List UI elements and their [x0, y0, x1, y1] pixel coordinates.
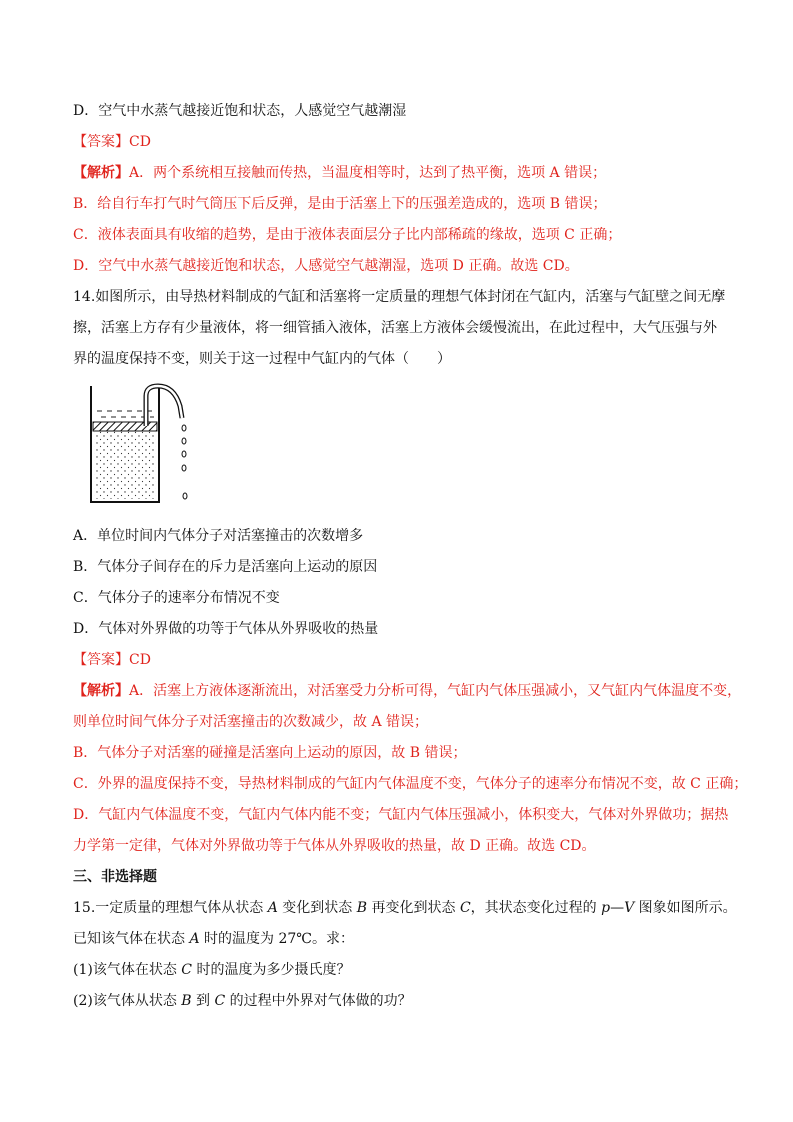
q15-stem-1c: 再变化到状态 — [367, 900, 460, 916]
q14-explain-d-line-1: D．气缸内气体温度不变，气缸内气体内能不变；气缸内气体压强减小，体积变大，气体对外界做功；据热 — [73, 807, 729, 823]
q15-stem-2b: 时的温度为 27℃。求： — [199, 931, 354, 947]
q14-explain-b: B．气体分子对活塞的碰撞是活塞向上运动的原因，故 B 错误； — [73, 745, 467, 761]
sub2-text-b: 到 — [191, 993, 215, 1009]
q13-explain-b: B．给自行车打气时气筒压下后反弹，是由于活塞上下的压强差造成的，选项 B 错误； — [73, 196, 607, 212]
q13-explain-a — [73, 163, 733, 183]
var-p: p — [601, 900, 611, 916]
cylinder-piston-figure — [88, 378, 208, 508]
dash: — — [610, 900, 625, 916]
var-b: B — [181, 993, 192, 1009]
explain-a1-text: A．活塞上方液体逐渐流出，对活塞受力分析可得，气缸内气体压强减小，又气缸内气体温度不变， — [129, 683, 742, 699]
explain-label: 【解析】 — [73, 683, 129, 699]
liquid-drops — [182, 425, 187, 499]
var-a: A — [267, 900, 278, 916]
q13-explain-c: C．液体表面具有收缩的趋势，是由于液体表面层分子比内部稀疏的缘故，选项 C 正确； — [73, 227, 622, 243]
q15-stem-2a: 已知该气体在状态 — [73, 931, 190, 947]
q13-explain-d: D．空气中水蒸气越接近饱和状态，人感觉空气越潮湿，选项 D 正确。故选 CD。 — [73, 258, 579, 274]
explain-a-text: A．两个系统相互接触而传热，当温度相等时，达到了热平衡，选项 A 错误； — [129, 165, 607, 181]
q15-stem-1a: 15.一定质量的理想气体从状态 — [73, 900, 268, 916]
sub2-text-c: 的过程中外界对气体做的功？ — [225, 993, 412, 1009]
q14-explain-a-line-2: 则单位时间气体分子对活塞撞击的次数减少，故 A 错误； — [73, 714, 429, 730]
siphon-tube — [146, 386, 182, 426]
sub1-text-b: 时的温度为多少摄氏度？ — [192, 962, 351, 978]
sub2-text-a: (2)该气体从状态 — [73, 993, 182, 1009]
section-title: 三、非选择题 — [73, 869, 157, 885]
var-a: A — [189, 931, 200, 947]
var-c: C — [181, 962, 192, 978]
q15-stem-1b: 变化到状态 — [277, 900, 357, 916]
q14-stem-line-3: 界的温度保持不变，则关于这一过程中气缸内的气体（ ） — [73, 351, 451, 367]
q14-explain-d-line-2: 力学第一定律，气体对外界做功等于气体从外界吸收的热量，故 D 正确。故选 CD。 — [73, 838, 596, 854]
var-c: C — [459, 900, 471, 916]
q15-sub-question-1 — [73, 960, 733, 980]
q15-stem-line-1 — [73, 898, 737, 918]
q15-stem-line-2 — [73, 929, 733, 949]
q14-stem-line-1: 14.如图所示，由导热材料制成的气缸和活塞将一定质量的理想气体封闭在气缸内，活塞与气缸壁之间无摩 — [73, 289, 726, 305]
q14-option-a: A．单位时间内气体分子对活塞撞击的次数增多 — [73, 528, 364, 544]
q14-option-c: C．气体分子的速率分布情况不变 — [73, 590, 280, 606]
var-v: V — [624, 900, 635, 916]
q14-explain-a-line-1 — [73, 681, 742, 701]
gas-region — [94, 431, 156, 499]
q13-option-d: D．空气中水蒸气越接近饱和状态，人感觉空气越潮湿 — [73, 103, 407, 119]
q14-option-d: D．气体对外界做的功等于气体从外界吸收的热量 — [73, 621, 379, 637]
q15-stem-1d: ，其状态变化过程的 — [470, 900, 602, 916]
q13-answer: 【答案】CD — [73, 134, 151, 150]
q14-answer: 【答案】CD — [73, 652, 151, 668]
q14-explain-c: C．外界的温度保持不变，导热材料制成的气缸内气体温度不变，气体分子的速率分布情况不变，故 C 正确； — [73, 776, 748, 792]
q14-option-b: B．气体分子间存在的斥力是活塞向上运动的原因 — [73, 559, 378, 575]
explain-label: 【解析】 — [73, 165, 129, 181]
var-b: B — [356, 900, 368, 916]
var-c: C — [214, 993, 226, 1009]
q14-stem-line-2: 擦，活塞上方存有少量液体，将一细管插入液体，活塞上方液体会缓慢流出，在此过程中，大气压强与外 — [73, 320, 717, 336]
q15-sub-question-2 — [73, 991, 733, 1011]
sub1-text-a: (1)该气体在状态 — [73, 962, 182, 978]
q15-stem-1e: 图象如图所示。 — [634, 900, 737, 916]
